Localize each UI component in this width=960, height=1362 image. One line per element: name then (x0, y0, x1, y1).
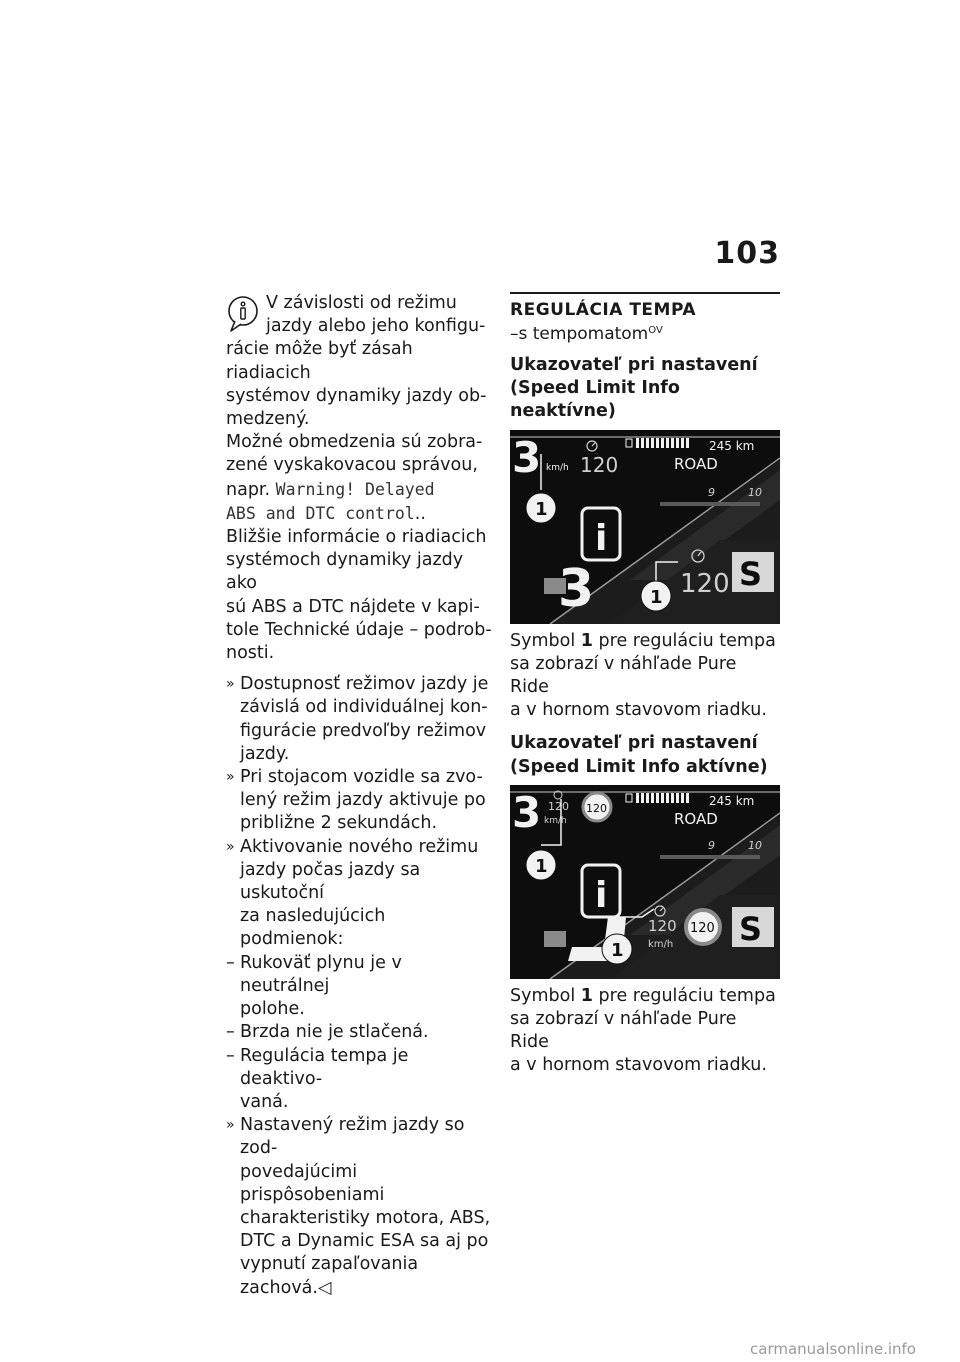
text-line: Ukazovateľ pri nastavení (510, 733, 758, 754)
callout-number: 1 (611, 939, 624, 961)
set-speed: 120 (548, 799, 569, 813)
text-line: Rukoväť plynu je v neutrálnej (240, 952, 402, 996)
bullet-item (226, 766, 494, 836)
info-symbol: i (595, 874, 608, 916)
gear-small: 3 (512, 787, 542, 837)
dash-item (226, 1045, 494, 1115)
text-line (510, 985, 780, 1008)
text-line: jazdy alebo jeho konfigu- (266, 316, 486, 337)
text-line: Ukazovateľ pri nastavení (510, 355, 758, 375)
text-line: (Speed Limit Info aktívne) (510, 756, 768, 777)
subtitle-text: –s tempomatom (510, 324, 649, 344)
text-fragment: vypnutí zapaľovania zachová. (240, 1254, 419, 1298)
text-line: povedajúcimi prispôsobeniami (240, 1161, 385, 1205)
text-fragment: Symbol (510, 985, 576, 1006)
section-rule (510, 292, 780, 294)
section-subtitle (510, 324, 780, 344)
text-line: Dostupnosť režimov jazdy je (240, 674, 489, 695)
option-superscript: OV (648, 325, 663, 336)
text-line: a v hornom stavovom riadku. (510, 700, 767, 721)
bullet-mark: » (226, 769, 235, 786)
gear-mode: S (739, 909, 763, 948)
figure-1-caption (510, 630, 780, 723)
rpm-scale-9: 9 (708, 838, 715, 852)
speed-unit-big: km/h (648, 938, 674, 950)
text-line: približne 2 sekundách. (240, 813, 438, 834)
text-line: Regulácia tempa je deaktivo- (240, 1045, 409, 1089)
example-prefix: napr. (226, 479, 271, 500)
text-line: Možné obmedzenia sú zobra- (226, 432, 483, 453)
text-line: systémoch dynamiky jazdy ako (226, 550, 464, 594)
callout-number: 1 (650, 586, 663, 608)
text-line: Aktivovanie nového režimu (240, 836, 479, 857)
symbol-number: 1 (580, 630, 593, 651)
section-title: REGULÁCIA TEMPA (510, 300, 697, 320)
fuel-gauge (636, 793, 689, 803)
watermark: carmanualsonline.info (750, 1340, 916, 1358)
dash-mark: – (226, 1045, 235, 1066)
text-line: jazdy počas jazdy sa uskutoční (240, 859, 421, 904)
bullet-item (226, 673, 494, 766)
left-column (226, 292, 494, 1300)
text-line: Bližšie informácie o riadiacich (226, 527, 487, 548)
text-line: Brzda nie je stlačená. (240, 1022, 429, 1043)
figure-2-title (510, 732, 780, 778)
text-line: V závislosti od režimu (266, 293, 457, 313)
figure-1-title (510, 354, 780, 424)
rpm-scale-9: 9 (708, 485, 715, 499)
text-line: vaná. (240, 1091, 289, 1112)
text-fragment: pre reguláciu tempa (592, 630, 776, 651)
restriction-paragraph (226, 431, 494, 526)
fuel-gauge (636, 438, 689, 448)
rpm-scale-10: 10 (748, 838, 762, 852)
text-line: sa zobrazí v náhľade Pure Ride (510, 653, 737, 698)
gear-big: 3 (558, 558, 595, 619)
range-readout: 245 km (709, 438, 755, 453)
gear-mode: S (739, 554, 763, 593)
bullet-mark: » (226, 1117, 235, 1134)
text-line: zené vyskakovacou správou, (226, 455, 478, 476)
text-line: jazdy. (240, 743, 290, 764)
page-number: 103 (714, 236, 780, 271)
dash-mark: – (226, 952, 235, 973)
set-speed: 120 (580, 452, 619, 477)
set-speed-big: 120 (648, 916, 677, 935)
intro-paragraph (226, 292, 494, 431)
text-line (510, 630, 780, 653)
bullet-item (226, 1114, 494, 1300)
text-line: Nastavený režim jazdy so zod- (240, 1115, 465, 1159)
text-fragment: Symbol (510, 630, 576, 651)
gear-small: 3 (512, 432, 542, 482)
info-note (226, 292, 494, 665)
right-column (510, 292, 780, 1088)
text-line: sú ABS a DTC nájdete v kapi- (226, 596, 480, 617)
figure-2-caption (510, 985, 780, 1078)
speed-limit-value-big: 120 (690, 920, 715, 936)
text-line: nosti. (226, 643, 275, 664)
speed-unit: km/h (544, 815, 567, 826)
speed-limit-value: 120 (586, 801, 607, 815)
speed-unit: km/h (546, 462, 569, 473)
end-mark-icon: ◁ (317, 1277, 332, 1298)
more-info-paragraph (226, 526, 494, 665)
text-line (226, 502, 494, 526)
text-line: charakteristiky motora, ABS, (240, 1207, 491, 1228)
text-line: rácie môže byť zásah riadiacich (226, 339, 413, 383)
example-suffix: .. (414, 503, 426, 524)
text-line: polohe. (240, 999, 305, 1020)
text-line: závislá od individuálnej kon- (240, 697, 488, 718)
riding-mode: ROAD (674, 454, 718, 473)
dash-item (226, 952, 494, 1022)
symbol-number: 1 (580, 985, 593, 1006)
dash-mark: – (226, 1022, 235, 1043)
bullet-mark: » (226, 676, 235, 693)
text-line: lený režim jazdy aktivuje po (240, 790, 486, 811)
text-line: medzený. (226, 409, 310, 430)
riding-mode: ROAD (674, 809, 718, 828)
dash-item (226, 1021, 494, 1044)
bullet-mark: » (226, 838, 235, 855)
text-line: sa zobrazí v náhľade Pure Ride (510, 1009, 737, 1053)
warning-code: Warning! Delayed (275, 479, 435, 499)
info-icon (226, 294, 260, 334)
display-figure-2 (510, 785, 780, 979)
text-line (240, 1253, 494, 1299)
bullet-item (226, 836, 494, 952)
set-speed-big: 120 (680, 568, 730, 599)
text-line: za nasledujúcich podmienok: (240, 906, 386, 950)
text-line: figurácie predvoľby režimov (240, 720, 487, 741)
text-fragment: pre reguláciu tempa (592, 985, 776, 1006)
text-line: (Speed Limit Info neaktívne) (510, 378, 680, 422)
display-figure-1 (510, 430, 780, 624)
info-symbol: i (595, 517, 608, 559)
text-line: Pri stojacom vozidle sa zvo- (240, 767, 483, 788)
text-line: systémov dynamiky jazdy ob- (226, 385, 487, 406)
callout-number: 1 (535, 855, 548, 877)
text-line (226, 478, 494, 502)
rpm-scale-10: 10 (748, 485, 762, 499)
callout-number: 1 (535, 498, 548, 520)
text-line: DTC a Dynamic ESA sa aj po (240, 1231, 489, 1252)
range-readout: 245 km (709, 793, 755, 808)
text-line: a v hornom stavovom riadku. (510, 1055, 767, 1076)
warning-code: ABS and DTC control (226, 503, 415, 523)
text-line: tole Technické údaje – podrob- (226, 619, 492, 640)
